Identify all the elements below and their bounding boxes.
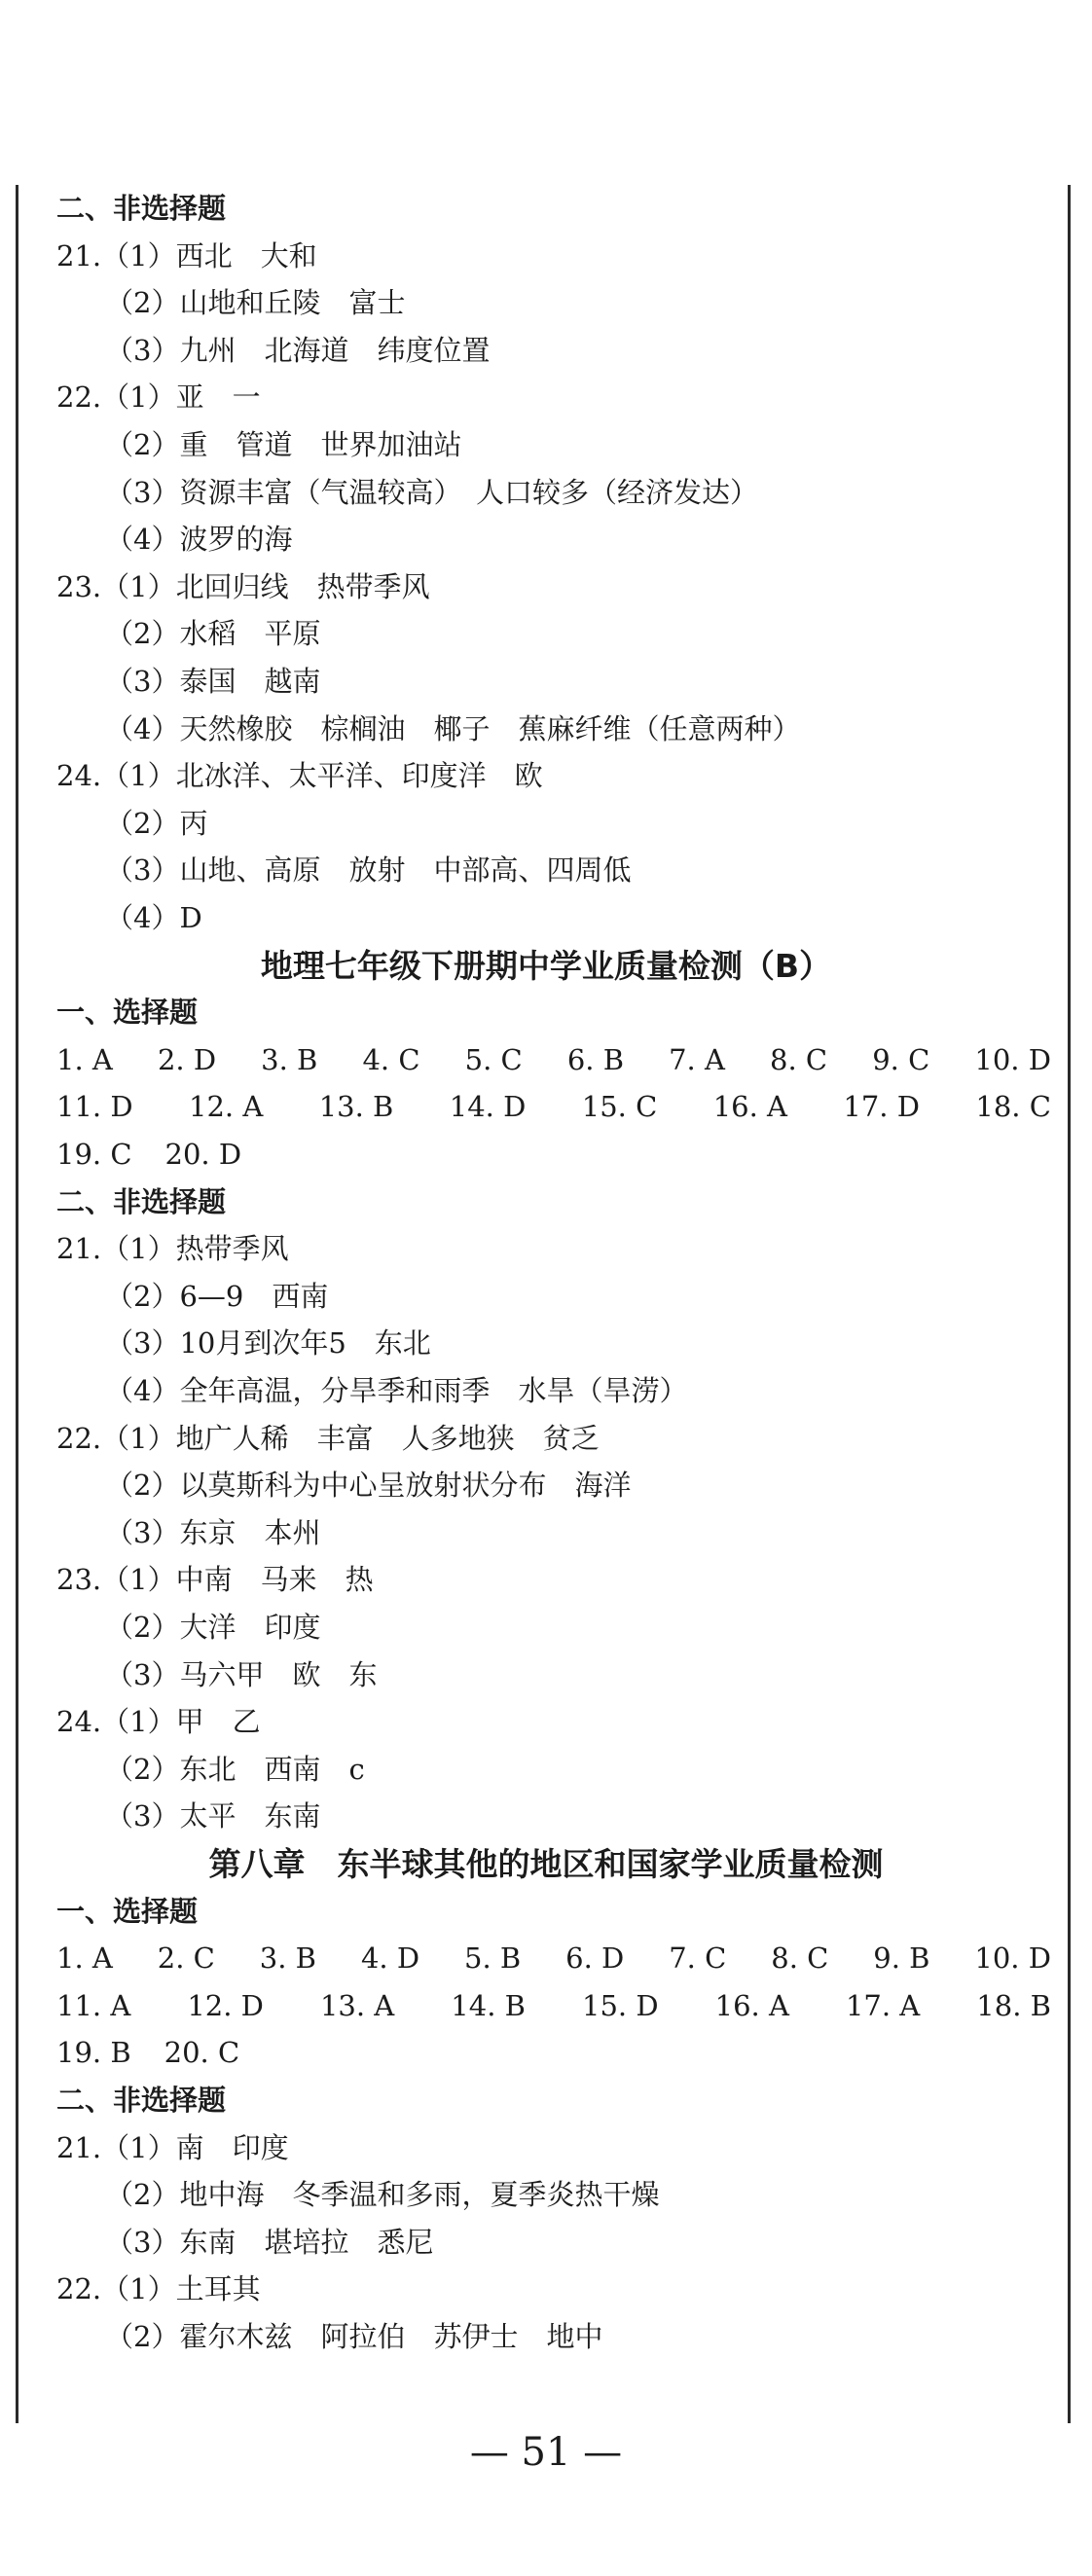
question-answer: 21.（1）热带季风 <box>56 1232 289 1266</box>
choice-answer: 20. D <box>164 1138 242 1171</box>
choice-answer: 17. A <box>845 1988 921 2022</box>
section-heading: 一、选择题 <box>56 996 199 1030</box>
choice-answer: 7. A <box>669 1042 725 1076</box>
sub-answer: （4）天然橡胶 棕榈油 椰子 蕉麻纤维（任意两种） <box>105 711 801 745</box>
sub-answer: （2）大洋 印度 <box>105 1611 321 1644</box>
sub-answer: （3）山地、高原 放射 中部高、四周低 <box>105 853 632 888</box>
choice-answer: 5. C <box>464 1042 523 1076</box>
choice-answer: 19. B <box>56 2036 131 2070</box>
choice-answer: 1. A <box>56 1941 113 1976</box>
section-heading: 二、非选择题 <box>56 1184 227 1218</box>
sub-answer: （4）D <box>105 901 202 934</box>
choice-answer-row <box>56 2029 239 2077</box>
sub-answer: （3）九州 北海道 纬度位置 <box>105 333 491 367</box>
choice-answer: 18. B <box>976 1988 1051 2022</box>
choice-answer: 6. D <box>565 1941 625 1976</box>
choice-answer: 12. A <box>189 1090 264 1124</box>
choice-answer: 14. B <box>451 1988 526 2022</box>
choice-answer: 7. C <box>669 1941 727 1976</box>
choice-answer-row <box>56 1083 1051 1131</box>
choice-answer: 8. C <box>771 1941 829 1976</box>
section-heading: 一、选择题 <box>56 1894 199 1928</box>
question-answer: 22.（1）亚 一 <box>56 381 261 415</box>
choice-answer-row <box>56 1982 1051 2030</box>
choice-answer: 10. D <box>974 1042 1051 1076</box>
sub-answer: （2）丙 <box>105 806 208 840</box>
choice-answer: 9. C <box>872 1042 930 1076</box>
sub-answer: （4）波罗的海 <box>105 523 293 557</box>
sub-answer: （3）太平 东南 <box>105 1799 321 1833</box>
choice-answer-row <box>56 1935 1051 1982</box>
sub-answer: （4）全年高温，分旱季和雨季 水旱（旱涝） <box>105 1374 688 1407</box>
sub-answer: （3）10月到次年5 东北 <box>105 1326 431 1361</box>
section-heading: 二、非选择题 <box>56 192 227 225</box>
choice-answer: 9. B <box>873 1941 930 1976</box>
test-title: 地理七年级下册期中学业质量检测（B） <box>260 946 832 985</box>
right-margin-line <box>1068 185 1071 2423</box>
question-answer: 24.（1）北冰洋、太平洋、印度洋 欧 <box>56 759 543 793</box>
choice-answer: 16. A <box>712 1090 787 1124</box>
left-margin-line <box>16 185 18 2423</box>
choice-answer: 19. C <box>56 1138 132 1171</box>
choice-answer: 4. C <box>362 1042 420 1076</box>
choice-answer: 14. D <box>449 1090 527 1124</box>
choice-answer: 20. C <box>164 2036 240 2070</box>
choice-answer: 13. B <box>318 1090 394 1124</box>
choice-answer: 18. C <box>975 1090 1051 1124</box>
choice-answer: 11. A <box>56 1988 131 2022</box>
sub-answer: （2）地中海 冬季温和多雨，夏季炎热干燥 <box>105 2178 660 2212</box>
choice-answer: 1. A <box>56 1042 113 1076</box>
choice-answer-row <box>56 1131 241 1179</box>
sub-answer: （3）泰国 越南 <box>105 665 321 698</box>
choice-answer: 17. D <box>843 1090 920 1124</box>
choice-answer: 8. C <box>770 1042 828 1076</box>
sub-answer: （2）霍尔木兹 阿拉伯 苏伊士 地中 <box>105 2320 603 2353</box>
sub-answer: （3）东南 堪培拉 悉尼 <box>105 2225 434 2259</box>
sub-answer: （3）东京 本州 <box>105 1515 321 1549</box>
question-answer: 24.（1）甲 乙 <box>56 1705 261 1739</box>
choice-answer: 3. B <box>261 1042 318 1076</box>
sub-answer: （2）以莫斯科为中心呈放射状分布 海洋 <box>105 1469 632 1503</box>
choice-answer: 13. A <box>319 1988 395 2022</box>
choice-answer: 2. C <box>157 1941 215 1976</box>
sub-answer: （2）6—9 西南 <box>105 1279 329 1313</box>
choice-answer: 5. B <box>464 1941 522 1976</box>
test-title: 第八章 东半球其他的地区和国家学业质量检测 <box>208 1845 884 1883</box>
question-answer: 23.（1）中南 马来 热 <box>56 1563 374 1597</box>
choice-answer: 16. A <box>714 1988 789 2022</box>
choice-answer: 3. B <box>259 1941 316 1976</box>
choice-answer: 6. B <box>566 1042 625 1076</box>
question-answer: 22.（1）地广人稀 丰富 人多地狭 贫乏 <box>56 1421 600 1455</box>
choice-answer: 2. D <box>157 1042 217 1076</box>
page-number: — 51 — <box>469 2430 623 2475</box>
question-answer: 23.（1）北回归线 热带季风 <box>56 569 430 603</box>
sub-answer: （3）马六甲 欧 东 <box>105 1657 378 1691</box>
sub-answer: （2）重 管道 世界加油站 <box>105 428 462 461</box>
choice-answer: 4. D <box>360 1941 420 1976</box>
choice-answer: 12. D <box>187 1988 264 2022</box>
section-heading: 二、非选择题 <box>56 2084 227 2117</box>
choice-answer-row <box>56 1036 1051 1084</box>
question-answer: 22.（1）土耳其 <box>56 2272 261 2306</box>
sub-answer: （3）资源丰富（气温较高） 人口较多（经济发达） <box>105 475 758 509</box>
sub-answer: （2）山地和丘陵 富士 <box>105 286 406 320</box>
choice-answer: 15. D <box>582 1988 659 2022</box>
question-answer: 21.（1）西北 大和 <box>56 238 317 272</box>
sub-answer: （2）东北 西南 c <box>105 1752 365 1786</box>
sub-answer: （2）水稻 平原 <box>105 617 321 651</box>
question-answer: 21.（1）南 印度 <box>56 2130 289 2164</box>
choice-answer: 15. C <box>581 1090 658 1124</box>
choice-answer: 11. D <box>56 1090 133 1124</box>
choice-answer: 10. D <box>974 1941 1051 1976</box>
